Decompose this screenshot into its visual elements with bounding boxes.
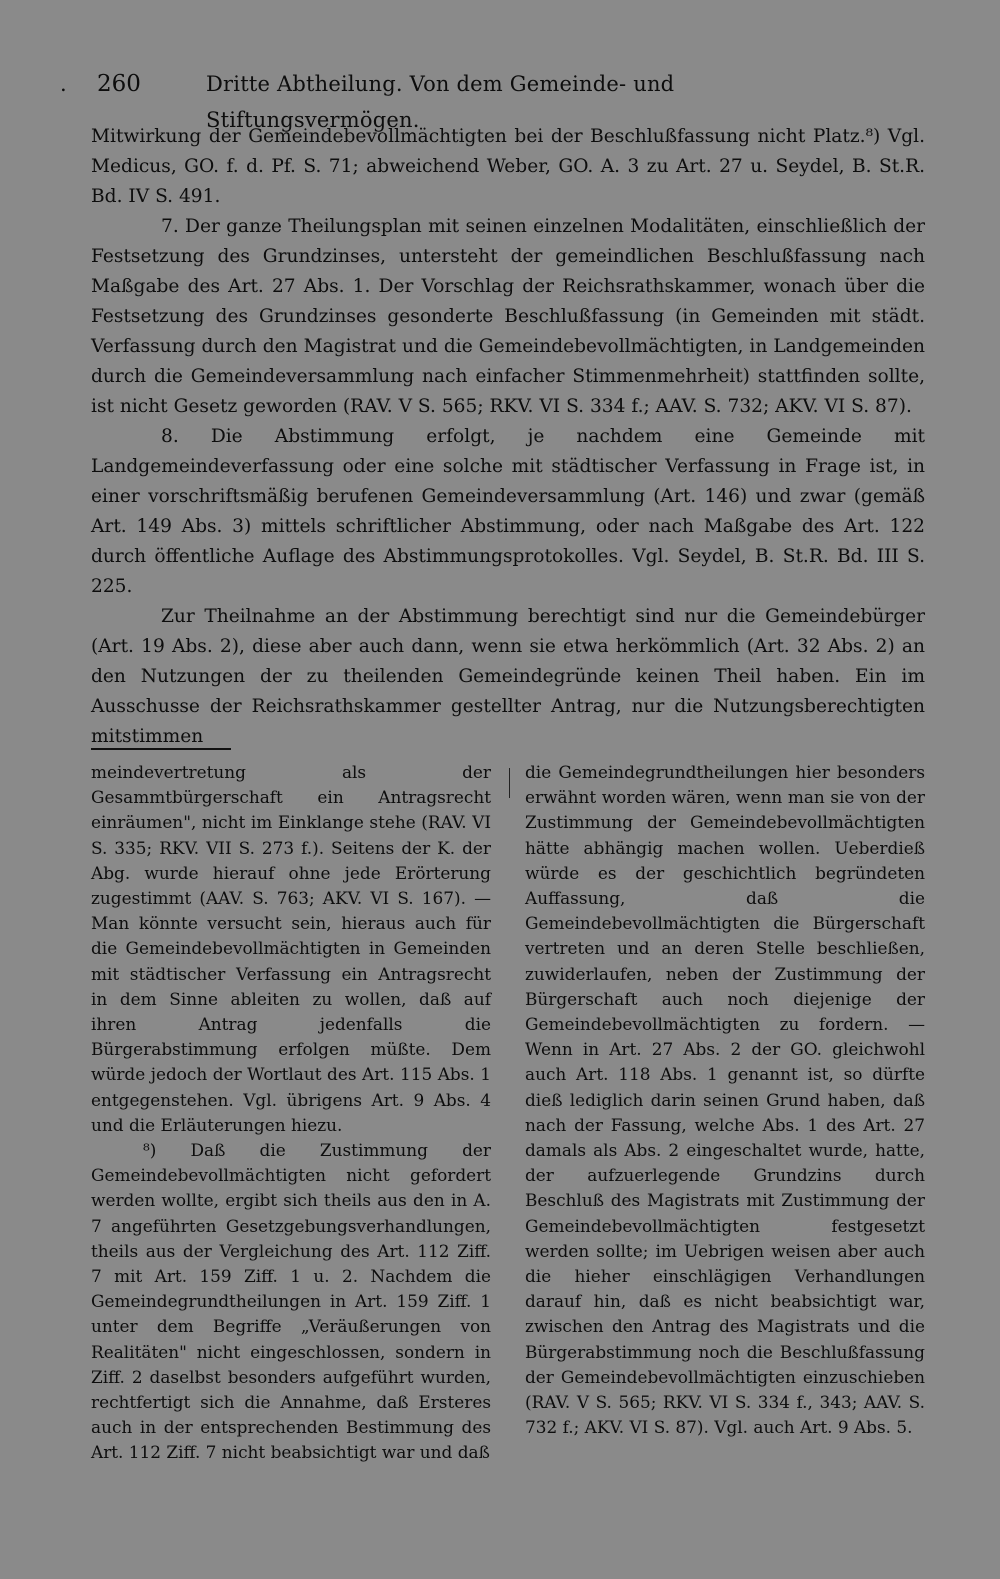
footnote-continuation: meindevertretung als der Gesammtbürgerschaft ein Antragsrecht einräumen", nicht im Einklange stehe (RAV. VI S. 335; RKV. VII S. 273 f.). Seitens der K. der Abg. wurde hierauf ohne jede Erörterung zugestimmt (AAV. S. 763; AKV. VI S. 167). — Man könnte versucht sein, hieraus auch für die Gemeindebevollmächtigten in Gemeinden mit städtischer Verfassung ein Antragsrecht in dem Sinne ableiten zu wollen, daß auf ihren Antrag jedenfalls die Bürgerabstimmung erfolgen müßte. Dem würde jedoch der Wortlaut des Art. 115 Abs. 1 entgegenstehen. Vgl. übrigens Art. 9 Abs. 4 und die Erläuterungen hiezu.	[91, 762, 491, 1135]
paragraph-note-7: 7. Der ganze Theilungsplan mit seinen einzelnen Modalitäten, einschließlich der Festsetzung des Grundzinses, untersteht der gemeindlichen Beschlußfassung nach Maßgabe des Art. 27 Abs. 1. Der Vorschlag der Reichsrathskammer, wonach über die Festsetzung des Grundzinses gesonderte Beschlußfassung (in Gemeinden mit städt. Verfassung durch den Magistrat und die Gemeindebevollmächtigten, in Landgemeinden durch die Gemeindeversammlung nach einfacher Stimmenmehrheit) stattfinden sollte, ist nicht Gesetz geworden (RAV. V S. 565; RKV. VI S. 334 f.; AAV. S. 732; AKV. VI S. 87).	[91, 216, 925, 417]
paragraph-participation: Zur Theilnahme an der Abstimmung berechtigt sind nur die Gemeindebürger (Art. 19 Abs. 2), diese aber auch dann, wenn sie etwa herkömmlich (Art. 32 Abs. 2) an den Nutzungen der zu theilenden Gemeindegründe keinen Theil haben. Ein im Ausschusse der Reichsrathskammer gestellter Antrag, nur die Nutzungsberechtigten mitstimmen	[91, 606, 925, 747]
footnotes-left-column	[91, 760, 491, 1466]
page-number: 260	[97, 71, 141, 97]
header-dot: .	[60, 72, 67, 96]
paragraph-note-8: 8. Die Abstimmung erfolgt, je nachdem eine Gemeinde mit Landgemeindeverfassung oder eine solche mit städtischer Verfassung in Frage ist, in einer vorschriftsmäßig berufenen Gemeindeversammlung (Art. 146) und zwar (gemäß Art. 149 Abs. 3) mittels schriftlicher Abstimmung, oder nach Maßgabe des Art. 122 durch öffentliche Auflage des Abstimmungsprotokolles. Vgl. Seydel, B. St.R. Bd. III S. 225.	[91, 426, 925, 597]
running-title: Dritte Abtheilung. Von dem Gemeinde- und Stiftungsvermögen.	[206, 72, 675, 132]
page-header	[60, 66, 940, 132]
column-divider	[509, 768, 510, 798]
footnotes-right-column	[525, 760, 925, 1440]
footnote-separator	[91, 748, 231, 750]
footnote-8: ⁸) Daß die Zustimmung der Gemeindebevollmächtigten nicht gefordert werden wollte, ergibt sich theils aus den in A. 7 angeführten Gesetzgebungsverhandlungen, theils aus der Vergleichung des Art. 112 Ziff. 7 mit Art. 159 Ziff. 1 u. 2. Nachdem die Gemeindegrundtheilungen in Art. 159 Ziff. 1 unter dem Begriffe „Veräußerungen von Realitäten" nicht eingeschlossen, sondern in Ziff. 2 daselbst besonders aufgeführt wurden, rechtfertigt sich die Annahme, daß Ersteres auch in der entsprechenden Bestimmung des Art. 112 Ziff. 7 nicht beabsichtigt war und daß	[91, 1140, 491, 1463]
paragraph-continuation: Mitwirkung der Gemeindebevollmächtigten bei der Beschlußfassung nicht Platz.⁸) Vgl. Medicus, GO. f. d. Pf. S. 71; abweichend Weber, GO. A. 3 zu Art. 27 u. Seydel, B. St.R. Bd. IV S. 491.	[91, 126, 925, 207]
main-text	[91, 122, 925, 752]
footnote-8-continuation: die Gemeindegrundtheilungen hier besonders erwähnt worden wären, wenn man sie von der Zustimmung der Gemeindebevollmächtigten hätte abhängig machen wollen. Ueberdieß würde es der geschichtlich begründeten Auffassung, daß die Gemeindebevollmächtigten die Bürgerschaft vertreten und an deren Stelle beschließen, zuwiderlaufen, neben der Zustimmung der Bürgerschaft auch noch diejenige der Gemeindebevollmächtigten zu fordern. — Wenn in Art. 27 Abs. 2 der GO. gleichwohl auch Art. 118 Abs. 1 genannt ist, so dürfte dieß lediglich darin seinen Grund haben, daß nach der Fassung, welche Abs. 1 des Art. 27 damals als Abs. 2 eingeschaltet wurde, hatte, der aufzuerlegende Grundzins durch Beschluß des Magistrats mit Zustimmung der Gemeindebevollmächtigten festgesetzt werden sollte; im Uebrigen weisen aber auch die hieher einschlägigen Verhandlungen darauf hin, daß es nicht beabsichtigt war, zwischen den Antrag des Magistrats und die Bürgerabstimmung noch die Beschlußfassung der Gemeindebevollmächtigten einzuschieben (RAV. V S. 565; RKV. VI S. 334 f., 343; AAV. S. 732 f.; AKV. VI S. 87). Vgl. auch Art. 9 Abs. 5.	[525, 762, 925, 1438]
